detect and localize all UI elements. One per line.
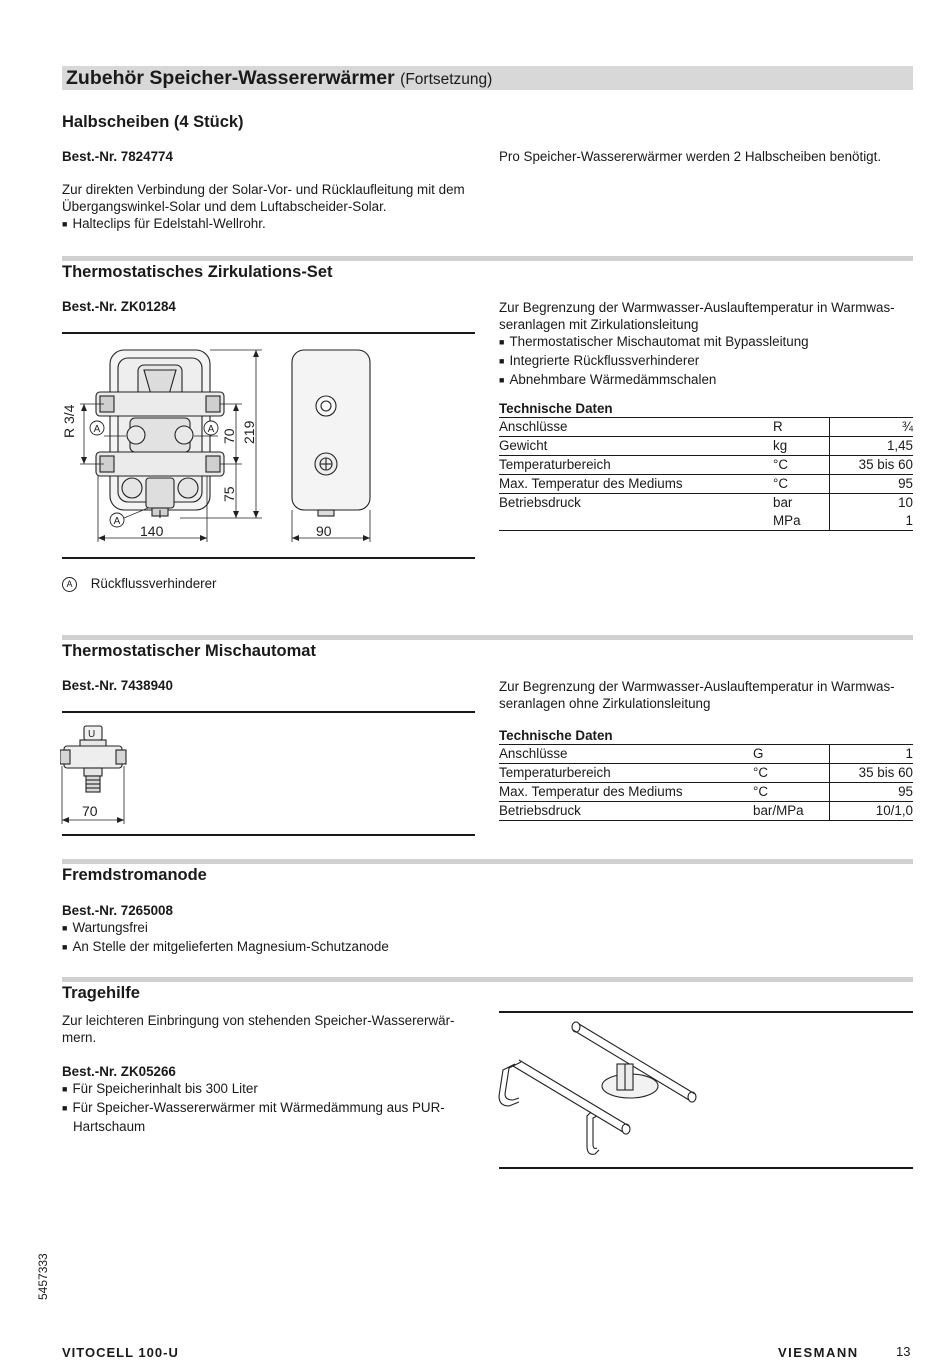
section-divider bbox=[62, 977, 913, 982]
section-title-mischautomat: Thermostatischer Mischautomat bbox=[62, 642, 316, 660]
section-description: Zur direkten Verbindung der Solar-Vor- und Rücklaufleitung mit dem Übergangswinkel-Solar und dem Luftabscheider-Solar. ■ Halteclips für Edelstahl-Wellrohr. bbox=[62, 181, 465, 234]
table-row: Max. Temperatur des Mediums °C 95 bbox=[499, 475, 913, 494]
section-divider bbox=[62, 859, 913, 864]
dim-70: 70 bbox=[221, 428, 237, 444]
figure-legend bbox=[62, 576, 217, 592]
tech-data-title: Technische Daten bbox=[499, 401, 613, 416]
table-row: Betriebsdruck bar/MPa 10/1,0 bbox=[499, 802, 913, 821]
callout-a-label: A bbox=[93, 424, 101, 435]
brand-logo: VIESMANN bbox=[778, 1345, 859, 1360]
page-title: Zubehör Speicher-Wassererwärmer bbox=[66, 67, 395, 89]
svg-text:U: U bbox=[88, 729, 96, 740]
tech-data-table bbox=[499, 417, 913, 531]
document-number: 5457333 bbox=[36, 1253, 50, 1300]
figure-bottom-rule bbox=[62, 834, 475, 836]
mischautomat-drawing bbox=[60, 718, 160, 826]
list-item: ■ An Stelle der mitgelieferten Magnesium-Schutzanode bbox=[62, 938, 389, 957]
svg-text:A: A bbox=[207, 424, 215, 435]
figure-top-rule bbox=[62, 711, 475, 713]
list-item: ■ Thermostatischer Mischautomat mit Bypassleitung bbox=[499, 333, 913, 352]
tech-data-title: Technische Daten bbox=[499, 728, 613, 743]
table-row: Anschlüsse R ¾ bbox=[499, 418, 913, 437]
svg-text:A: A bbox=[113, 516, 121, 527]
section-divider bbox=[62, 256, 913, 261]
section-description: Zur Begrenzung der Warmwasser-Auslauftemperatur in Warmwas- seranlagen mit Zirkulationsleitung ■ Thermostatischer Mischautomat mit Bypassleitung ■ Integrierte Rückflussverhinderer ■ Abnehmbare Wärmedämmschalen bbox=[499, 299, 913, 390]
order-number: Best.-Nr. ZK05266 bbox=[62, 1064, 176, 1079]
tech-data-table bbox=[499, 744, 913, 821]
section-title-zirkulations-set: Thermostatisches Zirkulations-Set bbox=[62, 263, 333, 281]
dim-r34: R 3/4 bbox=[61, 404, 77, 438]
zirkulations-set-drawing bbox=[60, 340, 480, 552]
table-row: Temperaturbereich °C 35 bis 60 bbox=[499, 456, 913, 475]
section-title-fremdstromanode: Fremdstromanode bbox=[62, 866, 207, 884]
table-row: Max. Temperatur des Mediums °C 95 bbox=[499, 783, 913, 802]
figure-top-rule bbox=[62, 332, 475, 334]
section-body: Zur leichteren Einbringung von stehenden Speicher-Wassererwär- mern. Best.-Nr. ZK05266 ■ Für Speicherinhalt bis 300 Liter ■ Für Speicher-Wassererwärmer mit Wärmedämmung aus PUR- Hartschaum bbox=[62, 1012, 472, 1135]
figure-bottom-rule bbox=[499, 1167, 913, 1169]
dim-140: 140 bbox=[140, 523, 164, 539]
dim-75: 75 bbox=[221, 486, 237, 502]
dim-219: 219 bbox=[241, 420, 257, 444]
figure-bottom-rule bbox=[62, 557, 475, 559]
order-number: Best.-Nr. 7438940 bbox=[62, 678, 173, 693]
order-number: Best.-Nr. ZK01284 bbox=[62, 299, 176, 314]
section-body bbox=[62, 902, 389, 957]
section-title-halbscheiben: Halbscheiben (4 Stück) bbox=[62, 113, 244, 131]
list-item: ■ Abnehmbare Wärmedämmschalen bbox=[499, 371, 913, 390]
order-number: Best.-Nr. 7824774 bbox=[62, 149, 173, 164]
footer-model: VITOCELL 100-U bbox=[62, 1345, 179, 1360]
section-title-tragehilfe: Tragehilfe bbox=[62, 984, 140, 1002]
dim-70: 70 bbox=[82, 803, 98, 819]
dim-90: 90 bbox=[316, 523, 332, 539]
page-header bbox=[62, 66, 913, 90]
order-number: Best.-Nr. 7265008 bbox=[62, 903, 173, 918]
section-divider bbox=[62, 635, 913, 640]
legend-marker: A bbox=[62, 577, 77, 592]
table-row: MPa 1 bbox=[499, 512, 913, 531]
table-row: Anschlüsse G 1 bbox=[499, 745, 913, 764]
page-number: 13 bbox=[896, 1344, 911, 1359]
legend-text: Rückflussverhinderer bbox=[90, 576, 217, 591]
list-item: ■ Für Speicher-Wassererwärmer mit Wärmedämmung aus PUR- bbox=[62, 1099, 472, 1118]
table-row: Gewicht kg 1,45 bbox=[499, 437, 913, 456]
table-row: Betriebsdruck bar 10 bbox=[499, 495, 913, 510]
list-item: ■ Halteclips für Edelstahl-Wellrohr. bbox=[62, 215, 465, 234]
section-description: Zur Begrenzung der Warmwasser-Auslauftemperatur in Warmwas- seranlagen ohne Zirkulationsleitung bbox=[499, 679, 895, 711]
list-item: ■ Integrierte Rückflussverhinderer bbox=[499, 352, 913, 371]
list-item: ■ Für Speicherinhalt bis 300 Liter bbox=[62, 1080, 472, 1099]
page-subtitle: (Fortsetzung) bbox=[400, 71, 493, 88]
list-item: ■ Wartungsfrei bbox=[62, 919, 389, 938]
table-row: Temperaturbereich °C 35 bis 60 bbox=[499, 764, 913, 783]
section-note: Pro Speicher-Wassererwärmer werden 2 Halbscheiben benötigt. bbox=[499, 149, 882, 164]
figure-top-rule bbox=[499, 1011, 913, 1013]
tragehilfe-drawing bbox=[495, 1018, 705, 1163]
